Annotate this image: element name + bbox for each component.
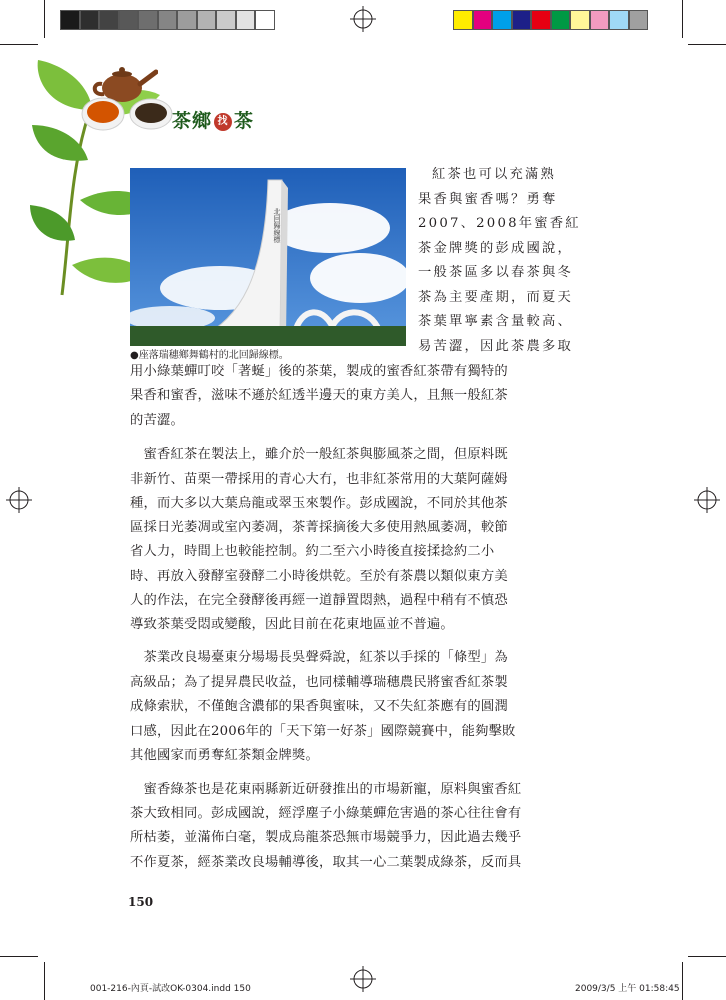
- intro-line: 紅茶也可以充滿熟: [432, 167, 556, 182]
- gray-swatch: [177, 10, 197, 30]
- process-swatch: [512, 10, 532, 30]
- tea-leaves-dish-icon: [128, 96, 174, 132]
- body-line: 區採日光萎凋或室內萎凋，茶菁採摘後大多使用熱風萎凋，較節: [130, 520, 508, 535]
- photo-caption: ●座落瑞穗鄉舞鶴村的北回歸線標。: [130, 350, 289, 361]
- tea-cup-icon: [80, 96, 126, 132]
- monument-photo: [130, 168, 406, 346]
- gray-swatch: [138, 10, 158, 30]
- process-swatch: [609, 10, 629, 30]
- section-title-part-a: 茶鄉: [172, 110, 213, 132]
- section-title-part-b: 茶: [234, 110, 255, 132]
- slug-datetime: 2009/3/5 上午 01:58:45: [575, 984, 680, 994]
- intro-line: 一般茶區多以春茶與冬: [418, 265, 573, 280]
- process-swatch: [531, 10, 551, 30]
- gray-swatch: [216, 10, 236, 30]
- body-line: 蜜香綠茶也是花東兩縣新近研發推出的市場新寵，原料與蜜香紅: [130, 782, 522, 797]
- intro-line: 2007、2008年蜜香紅: [418, 216, 581, 231]
- body-line: 非新竹、苗栗一帶採用的青心大冇，也非紅茶常用的大葉阿薩姆: [130, 472, 508, 487]
- gray-color-bar: [60, 10, 275, 30]
- process-swatch: [570, 10, 590, 30]
- process-swatch: [492, 10, 512, 30]
- process-color-bar: [453, 10, 648, 30]
- intro-line: 茶金牌獎的彭成國說，: [418, 240, 573, 256]
- process-swatch: [473, 10, 493, 30]
- body-line: 高級品；為了提昇農民收益，也同樣輔導瑞穗農民將蜜香紅茶製: [130, 675, 508, 690]
- process-swatch: [551, 10, 571, 30]
- section-title: [172, 106, 254, 133]
- body-line: 種，而大多以大葉烏龍或翠玉來製作。彭成國說，不同於其他茶: [130, 496, 508, 511]
- gray-swatch: [197, 10, 217, 30]
- gray-swatch: [80, 10, 100, 30]
- body-line: 蜜香紅茶在製法上，雖介於一般紅茶與膨風茶之間，但原料既: [130, 447, 508, 462]
- slug-filename: 001-216-內頁-試改OK-0304.indd 150: [90, 984, 251, 994]
- body-line: 的苦澀。: [130, 413, 184, 428]
- section-title-badge: 找: [214, 113, 232, 131]
- body-line: 所枯萎，並滿佈白毫，製成烏龍茶恐無市場競爭力，因此過去幾乎: [130, 830, 522, 845]
- registration-mark-bottom: [350, 966, 376, 992]
- process-swatch: [453, 10, 473, 30]
- body-line: 人的作法，在完全發酵後再經一道靜置悶熱，過程中稍有不慎恐: [130, 593, 508, 608]
- body-line: 時、再放入發酵室發酵二小時後烘乾。至於有茶農以類似東方美: [130, 569, 508, 584]
- page-number: 150: [128, 895, 154, 909]
- body-line: 茶業改良場臺東分場場長吳聲舜說，紅茶以手採的「條型」為: [130, 650, 508, 665]
- process-swatch: [590, 10, 610, 30]
- body-line: 果香和蜜香，滋味不遜於紅透半邊天的東方美人，且無一般紅茶: [130, 388, 508, 403]
- body-line: 導致茶葉受悶或變酸，因此目前在花東地區並不普遍。: [130, 617, 454, 632]
- intro-line: 茶葉單寧素含量較高、: [418, 314, 573, 329]
- gray-swatch: [119, 10, 139, 30]
- registration-mark-left: [6, 487, 32, 513]
- monument-text: 北回歸線標: [273, 208, 281, 243]
- intro-line: 茶為主要產期，而夏天: [418, 289, 573, 305]
- registration-mark-right: [694, 487, 720, 513]
- gray-swatch: [158, 10, 178, 30]
- intro-line: 果香與蜜香嗎？勇奪: [418, 191, 558, 207]
- body-line: 茶大致相同。彭成國說，經浮塵子小綠葉蟬危害過的茶心往往會有: [130, 806, 522, 821]
- gray-swatch: [60, 10, 80, 30]
- registration-mark-top: [350, 6, 376, 32]
- body-line: 成條索狀，不僅飽含濃郁的果香與蜜味，又不失紅茶應有的圓潤: [130, 699, 508, 714]
- body-line: 用小綠葉蟬叮咬「著蜒」後的茶葉，製成的蜜香紅茶帶有獨特的: [130, 364, 508, 379]
- body-line: 其他國家而勇奪紅茶類金牌獎。: [130, 748, 319, 763]
- process-swatch: [629, 10, 649, 30]
- body-line: 省人力，時間上也較能控制。約二至六小時後直接揉捻約二小: [130, 544, 495, 559]
- body-line: 口感，因此在2006年的「天下第一好茶」國際競賽中，能夠擊敗: [130, 724, 516, 739]
- gray-swatch: [255, 10, 275, 30]
- body-line: 不作夏茶，經茶業改良場輔導後，取其一心二葉製成綠茶，反而具: [130, 855, 522, 870]
- gray-swatch: [236, 10, 256, 30]
- gray-swatch: [99, 10, 119, 30]
- intro-line: 易苦澀，因此茶農多取: [418, 338, 573, 354]
